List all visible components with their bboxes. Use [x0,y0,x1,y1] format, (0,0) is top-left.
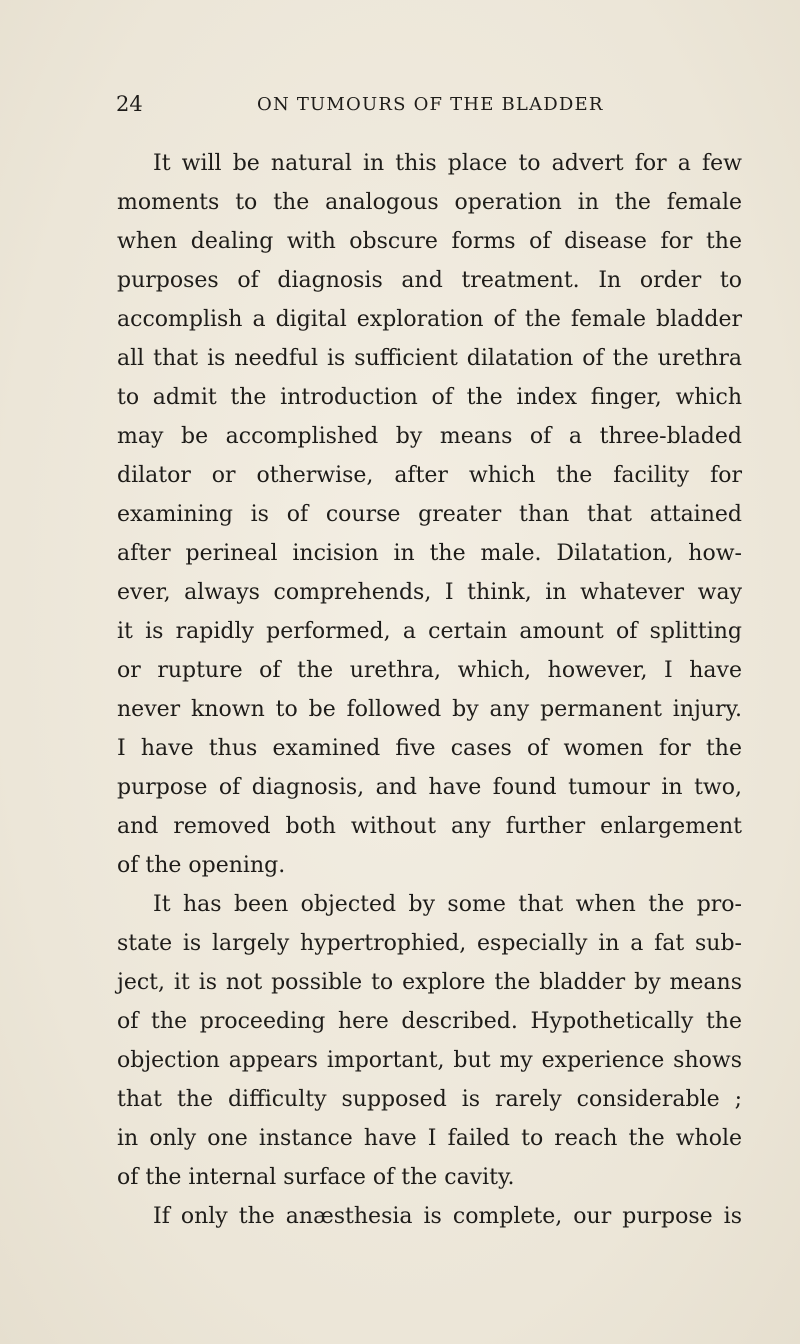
text-line: and removed both without any further enlargement [117,814,742,839]
text-line: objection appears important, but my experience shows [117,1048,742,1073]
text-line: of the internal surface of the cavity. [117,1165,515,1190]
text-line: of the opening. [117,853,286,878]
text-line: It will be natural in this place to advert for a few [153,151,742,176]
text-line: examining is of course greater than that attained [117,502,742,527]
text-line: to admit the introduction of the index finger, which [117,385,742,410]
text-line: dilator or otherwise, after which the facility for [117,463,742,488]
text-line: it is rapidly performed, a certain amount of splitting [117,619,742,644]
running-title: ON TUMOURS OF THE BLADDER [257,94,604,115]
body-text [117,144,742,1236]
page-header [116,92,744,118]
text-line: after perineal incision in the male. Dilatation, how- [117,541,742,566]
text-line: that the difficulty supposed is rarely considerable ; [117,1087,742,1112]
text-line: or rupture of the urethra, which, however, I have [117,658,742,683]
page-number: 24 [116,92,143,116]
text-line: If only the anæsthesia is complete, our purpose is [153,1204,742,1229]
text-line: of the proceeding here described. Hypothetically the [117,1009,742,1034]
text-line: in only one instance have I failed to reach the whole [117,1126,742,1151]
text-line: It has been objected by some that when the pro- [153,892,742,917]
text-line: purposes of diagnosis and treatment. In order to [117,268,742,293]
text-line: purpose of diagnosis, and have found tumour in two, [117,775,742,800]
text-line: ject, it is not possible to explore the bladder by means [117,970,742,995]
text-line: moments to the analogous operation in the female [117,190,742,215]
text-line: all that is needful is sufficient dilatation of the urethra [117,346,742,371]
text-line: accomplish a digital exploration of the female bladder [117,307,742,332]
text-line: ever, always comprehends, I think, in whatever way [117,580,742,605]
text-line: never known to be followed by any permanent injury. [117,697,742,722]
text-line: state is largely hypertrophied, especially in a fat sub- [117,931,742,956]
text-line: when dealing with obscure forms of disease for the [117,229,742,254]
text-line: may be accomplished by means of a three-bladed [117,424,742,449]
text-line: I have thus examined five cases of women for the [117,736,742,761]
